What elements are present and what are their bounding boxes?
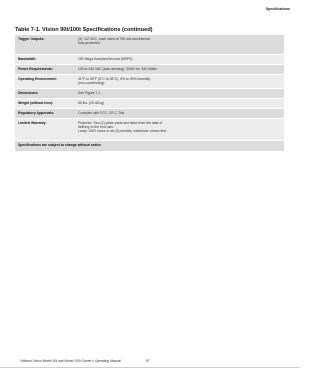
table-row [15,119,284,141]
spec-label: Trigger Outputs: [15,35,75,55]
spec-value-line: delivery to the end user. [78,124,115,129]
running-header: Specifications [265,7,290,11]
spec-value-line: Lamp: 1000 hours or six (6) months, whichever comes first. [78,129,167,134]
spec-label: Limited Warranty: [15,119,75,141]
spec-label: Dimensions: [15,89,75,99]
spec-label: Bandwidth: [15,55,75,65]
spec-value [75,35,284,55]
spec-label: Power Requirements: [15,65,75,75]
spec-label: Operating Environment: [15,75,75,89]
table-row [15,99,284,109]
table-row [15,109,284,119]
spec-label: Regulatory Approvals: [15,109,75,119]
footer-manual-title: Vidikron Vision Model 90t and Model 100t Owner’s Operating Manual [20,359,121,363]
spec-value [75,55,284,65]
table-row [15,65,284,75]
spec-value-line: Projector: Two (2) years parts and labor from the date of [78,120,163,125]
spec-value-line: fuse-protected [78,40,100,45]
table-title: Table 7-1. Vision 90t/100t Specifications (continued) [15,27,153,33]
table-row [15,35,284,55]
spec-value [75,109,284,119]
specifications-table [15,35,284,152]
spec-value [75,99,284,109]
table-row [15,75,284,89]
table-row [15,55,284,65]
table-row [15,89,284,99]
footer-divider [0,367,300,368]
spec-label: Weight (without lens): [15,99,75,109]
spec-value [75,119,284,141]
spec-value-line: 150 Mega Samples/Second (MSPS) [78,56,133,61]
spec-value-line: 41°F to 95°F (5°C to 35°C), 0% to 90% humidity [78,76,151,81]
spec-value-line: 100 to 240 VAC (auto-sensing), 50/60 Hz, 610 Watts [78,66,157,71]
table-footer-row [15,141,284,152]
page-number: 57 [146,359,150,363]
spec-value [75,65,284,75]
spec-value-line: (3) +12 VDC, each rated at 750 mA and thermal [78,36,150,41]
spec-value-line: Complies with FCC, CE C-Tick [78,110,125,115]
spec-value-line: See Figure 7-1 [78,90,101,95]
spec-value [75,89,284,99]
spec-value [75,75,284,89]
spec-value-line: 65 lbs. (29.48 kg) [78,100,105,105]
spec-value-line: (non-condensing) [78,80,105,85]
table-footer-note: Specifications are subject to change without notice. [15,141,284,152]
